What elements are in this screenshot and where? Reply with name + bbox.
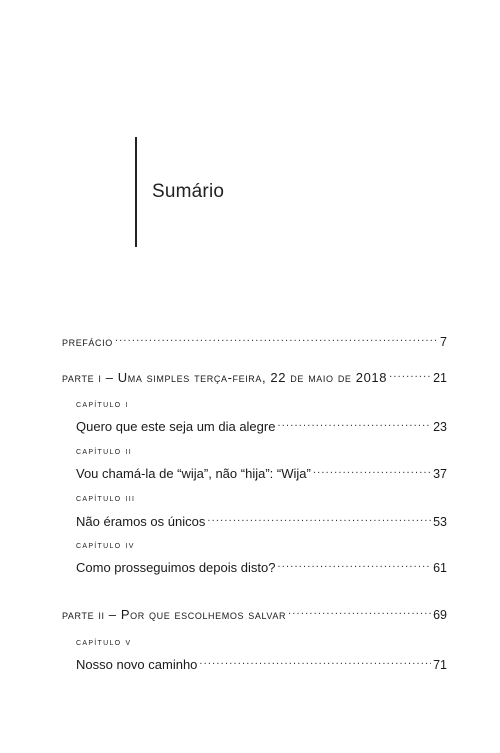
toc-entry-label: Quero que este seja um dia alegre — [76, 419, 276, 434]
page-title: Sumário — [152, 181, 225, 202]
chapter-label-3: capítulo iii — [76, 493, 136, 504]
chapter-label-4: capítulo iv — [76, 540, 135, 551]
dot-leader — [313, 462, 431, 478]
dot-leader — [115, 330, 438, 346]
toc-entry-label: prefácio — [62, 334, 113, 349]
toc-entry-label: Como prosseguimos depois disto? — [76, 560, 276, 575]
chapter-label-5: capítulo v — [76, 637, 132, 648]
title-vertical-rule — [135, 137, 137, 247]
toc-entry-capitulo-5[interactable] — [76, 653, 447, 673]
toc-page-number: 7 — [440, 335, 447, 349]
dot-leader — [288, 603, 431, 619]
toc-entry-prefacio[interactable] — [62, 330, 447, 350]
dot-leader — [277, 556, 431, 572]
toc-page-number: 23 — [433, 420, 447, 434]
toc-entry-parte-1[interactable] — [62, 366, 447, 386]
dot-leader — [199, 653, 431, 669]
toc-entry-label: Vou chamá-la de “wija”, não “hija”: “Wija” — [76, 466, 311, 481]
toc-entry-capitulo-4[interactable] — [76, 556, 447, 576]
chapter-label-1: capítulo i — [76, 399, 129, 410]
toc-page-number: 61 — [433, 561, 447, 575]
toc-entry-capitulo-1[interactable] — [76, 415, 447, 435]
chapter-label-2: capítulo ii — [76, 446, 132, 457]
toc-entry-label: parte i – Uma simples terça-feira, 22 de maio de 2018 — [62, 370, 388, 385]
toc-page-number: 37 — [433, 467, 447, 481]
toc-entry-parte-2[interactable] — [62, 603, 447, 623]
toc-entry-label: parte ii – Por que escolhemos salvar — [62, 607, 287, 622]
toc-page-number: 21 — [433, 371, 447, 385]
toc-entry-capitulo-3[interactable] — [76, 510, 447, 530]
toc-page-number: 69 — [433, 608, 447, 622]
dot-leader — [207, 510, 431, 526]
toc-entry-capitulo-2[interactable] — [76, 462, 447, 482]
toc-page-number: 71 — [433, 658, 447, 672]
dot-leader — [389, 366, 431, 382]
dot-leader — [277, 415, 431, 431]
toc-entry-label: Não éramos os únicos — [76, 514, 206, 529]
toc-page-number: 53 — [433, 515, 447, 529]
toc-entry-label: Nosso novo caminho — [76, 657, 198, 672]
